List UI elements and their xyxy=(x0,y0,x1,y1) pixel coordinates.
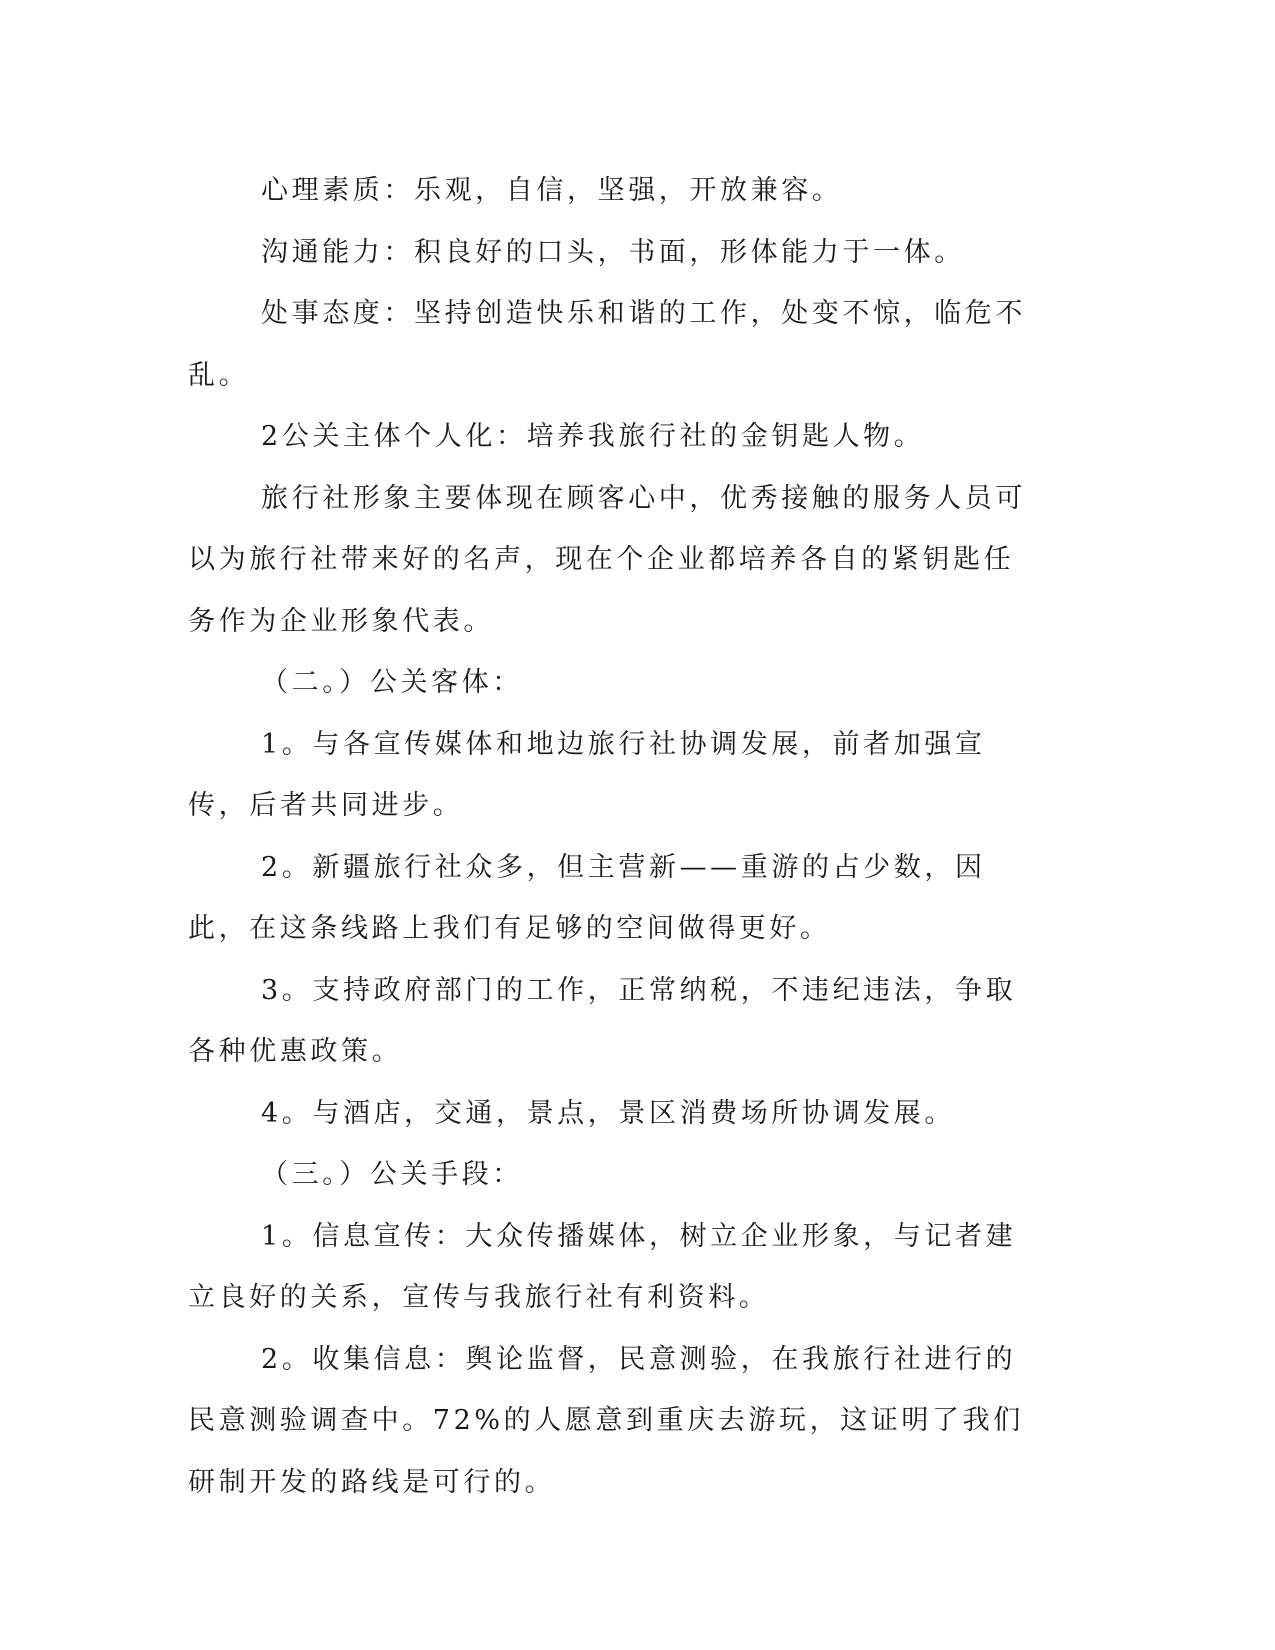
list-item-pr-means-2: 2。收集信息：舆论监督，民意测验，在我旅行社进行的民意测验调查中。72%的人愿意到重庆去游玩，这证明了我们研制开发的路线是可行的。 xyxy=(188,1343,1024,1498)
paragraph-pr-subject-personalization: 2公关主体个人化：培养我旅行社的金钥匙人物。 xyxy=(261,421,925,452)
paragraph-work-attitude: 处事态度：坚持创造快乐和谐的工作，处变不惊，临危不乱。 xyxy=(188,298,1026,391)
list-item-pr-means-1: 1。信息宣传：大众传播媒体，树立企业形象，与记者建立良好的关系，宣传与我旅行社有利资料。 xyxy=(188,1220,1017,1313)
paragraph-agency-image: 旅行社形象主要体现在顾客心中，优秀接触的服务人员可以为旅行社带来好的名声，现在个企业都培养各自的紧钥匙任务作为企业形象代表。 xyxy=(188,482,1026,637)
paragraph-psychological-quality: 心理素质：乐观，自信，坚强，开放兼容。 xyxy=(261,175,843,206)
list-item-pr-object-4: 4。与酒店，交通，景点，景区消费场所协调发展。 xyxy=(261,1097,955,1129)
list-item-pr-object-2: 2。新疆旅行社众多，但主营新——重游的占少数，因此，在这条线路上我们有足够的空间做得更好。 xyxy=(188,851,986,944)
paragraph-communication-ability: 沟通能力：积良好的口头，书面，形体能力于一体。 xyxy=(261,236,965,268)
section-heading-pr-means: （三。）公关手段： xyxy=(261,1159,523,1190)
list-item-pr-object-1: 1。与各宣传媒体和地边旅行社协调发展，前者加强宣传，后者共同进步。 xyxy=(188,728,986,821)
section-heading-pr-object: （二。）公关客体： xyxy=(261,667,523,698)
list-item-pr-object-3: 3。支持政府部门的工作，正常纳税，不违纪违法，争取各种优惠政策。 xyxy=(188,974,1017,1067)
